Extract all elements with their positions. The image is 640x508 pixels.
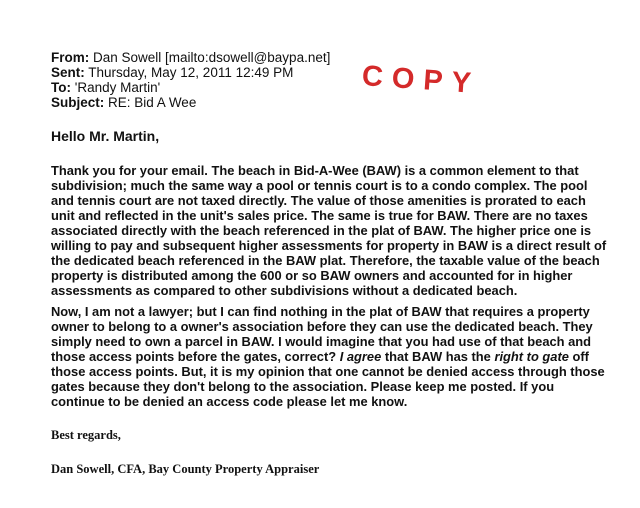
greeting: Hello Mr. Martin, [51, 128, 160, 144]
subject-line [51, 95, 330, 110]
sent-line [51, 65, 330, 80]
paragraph-1-line: subdivision; much the same way a pool or tennis court is to a condo complex. The pool [51, 178, 588, 193]
paragraph-1 [51, 163, 606, 298]
copy-stamp: COPY [360, 60, 482, 101]
sent-label: Sent: [51, 65, 85, 80]
italic-text-segment: right to gate [494, 349, 569, 364]
paragraph-2-line [51, 349, 605, 364]
sent-value: Thursday, May 12, 2011 12:49 PM [88, 65, 294, 80]
text-segment: off [568, 349, 589, 364]
paragraph-1-line: unit and reflected in the unit's sales price. The same is true for BAW. There are no taxes [51, 208, 588, 223]
paragraph-2-line: owner to belong to a owner's association before they can use the dedicated beach. They [51, 319, 593, 334]
text-segment: those access points before the gates, correct? [51, 349, 340, 364]
paragraph-2-line: Now, I am not a lawyer; but I can find nothing in the plat of BAW that requires a property [51, 304, 590, 319]
paragraph-1-line: property is distributed among the 600 or so BAW owners and accounted for in higher [51, 268, 573, 283]
email-header [51, 50, 330, 110]
italic-text-segment: I agree [339, 349, 382, 364]
to-line [51, 80, 330, 95]
paragraph-2-line: those access points. But, it is my opinion that one cannot be denied access through those [51, 364, 605, 379]
paragraph-1-line: the dedicated beach referenced in the BAW plat. Therefore, the taxable value of the beach [51, 253, 600, 268]
paragraph-2-line: simply need to own a parcel in BAW. I would imagine that you had use of that beach and [51, 334, 592, 349]
paragraph-1-line: willing to pay and subsequent higher assessments for property in BAW is a direct result of [51, 238, 607, 253]
text-segment: that BAW has the [381, 349, 495, 364]
paragraph-1-line: assessments as compared to other subdivisions without a dedicated beach. [51, 283, 518, 298]
from-label: From: [51, 50, 90, 65]
paragraph-1-line: Thank you for your email. The beach in Bid-A-Wee (BAW) is a common element to that [51, 163, 579, 178]
paragraph-2-line: gates because they don't belong to the association. Please keep me posted. If you [51, 379, 555, 394]
from-line [51, 50, 330, 65]
subject-value: RE: Bid A Wee [108, 95, 197, 110]
signature: Dan Sowell, CFA, Bay County Property Appraiser [51, 462, 320, 476]
paragraph-1-line: and tennis court are not taxed directly. The value of those amenities is prorated to each [51, 193, 586, 208]
closing: Best regards, [51, 428, 121, 442]
paragraph-1-line: associated directly with the beach referenced in the plat of BAW. The higher price one is [51, 223, 592, 238]
paragraph-2 [51, 304, 605, 409]
paragraph-2-line: continue to be denied an access code please let me know. [51, 394, 408, 409]
to-label: To: [51, 80, 71, 95]
to-value: 'Randy Martin' [74, 80, 161, 95]
from-value: Dan Sowell [mailto:dsowell@baypa.net] [93, 50, 331, 65]
subject-label: Subject: [51, 95, 105, 110]
